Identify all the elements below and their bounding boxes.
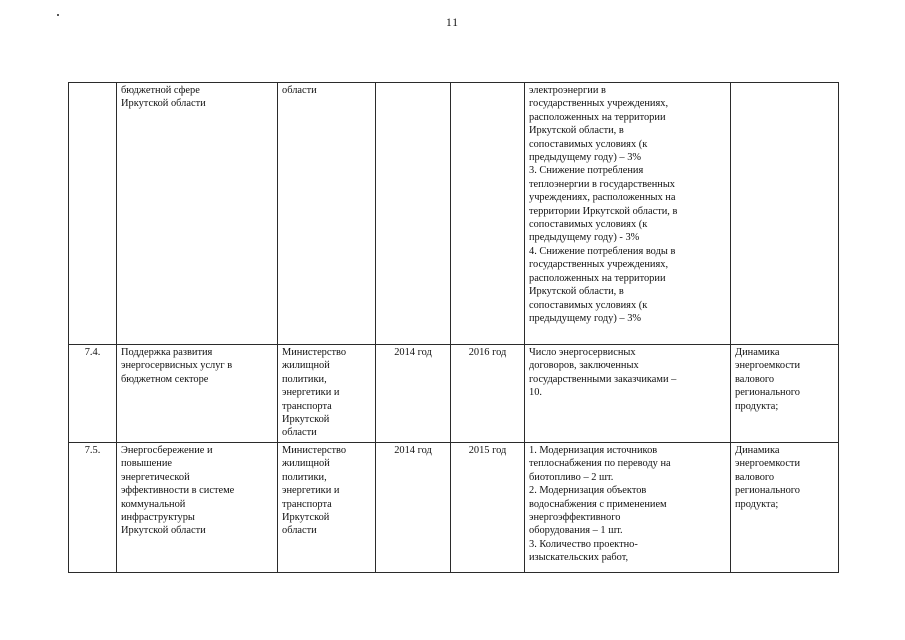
expected-result-cell: электроэнергии в государственных учреждениях, расположенных на территории Иркутской области, в сопоставимых условиях (к предыдущему году) – 3% 3. Снижение потребления теплоэнергии в государственных учреждениях, расположенных на территории Иркутской области, в сопоставимых условиях (к предыдущему году) - 3% 4. Снижение потребления воды в государственных учреждениях, расположенных на территории Иркутской области, в сопоставимых условиях (к предыдущему году) – 3% [525,83,731,345]
measure-name-cell: Энергосбережение и повышение энергетической эффективности в системе коммунальной инфраструктуры Иркутской области [117,443,278,573]
table-row [69,83,839,345]
expected-result-cell: Число энергосервисных договоров, заключенных государственными заказчиками – 10. [525,345,731,443]
page-number: 11 [445,17,460,29]
row-number-cell: 7.5. [69,443,117,573]
end-year-cell: 2016 год [451,345,525,443]
indicator-cell [731,83,839,345]
scan-speck [57,14,59,16]
indicator-cell: Динамика энергоемкости валового регионального продукта; [731,443,839,573]
executor-cell: Министерство жилищной политики, энергетики и транспорта Иркутской области [278,443,376,573]
program-measures-table [68,82,839,573]
row-number-cell [69,83,117,345]
row-number-cell: 7.4. [69,345,117,443]
start-year-cell [376,83,451,345]
table-row [69,443,839,573]
end-year-cell [451,83,525,345]
start-year-cell: 2014 год [376,443,451,573]
executor-cell: Министерство жилищной политики, энергетики и транспорта Иркутской области [278,345,376,443]
measure-name-cell: бюджетной сфере Иркутской области [117,83,278,345]
executor-cell: области [278,83,376,345]
measure-name-cell: Поддержка развития энергосервисных услуг в бюджетном секторе [117,345,278,443]
start-year-cell: 2014 год [376,345,451,443]
table-row [69,345,839,443]
indicator-cell: Динамика энергоемкости валового регионального продукта; [731,345,839,443]
expected-result-cell: 1. Модернизация источников теплоснабжения по переводу на биотопливо – 2 шт. 2. Модернизация объектов водоснабжения с применением энергоэффективного оборудования – 1 шт. 3. Количество проектно- изыскательских работ, [525,443,731,573]
end-year-cell: 2015 год [451,443,525,573]
